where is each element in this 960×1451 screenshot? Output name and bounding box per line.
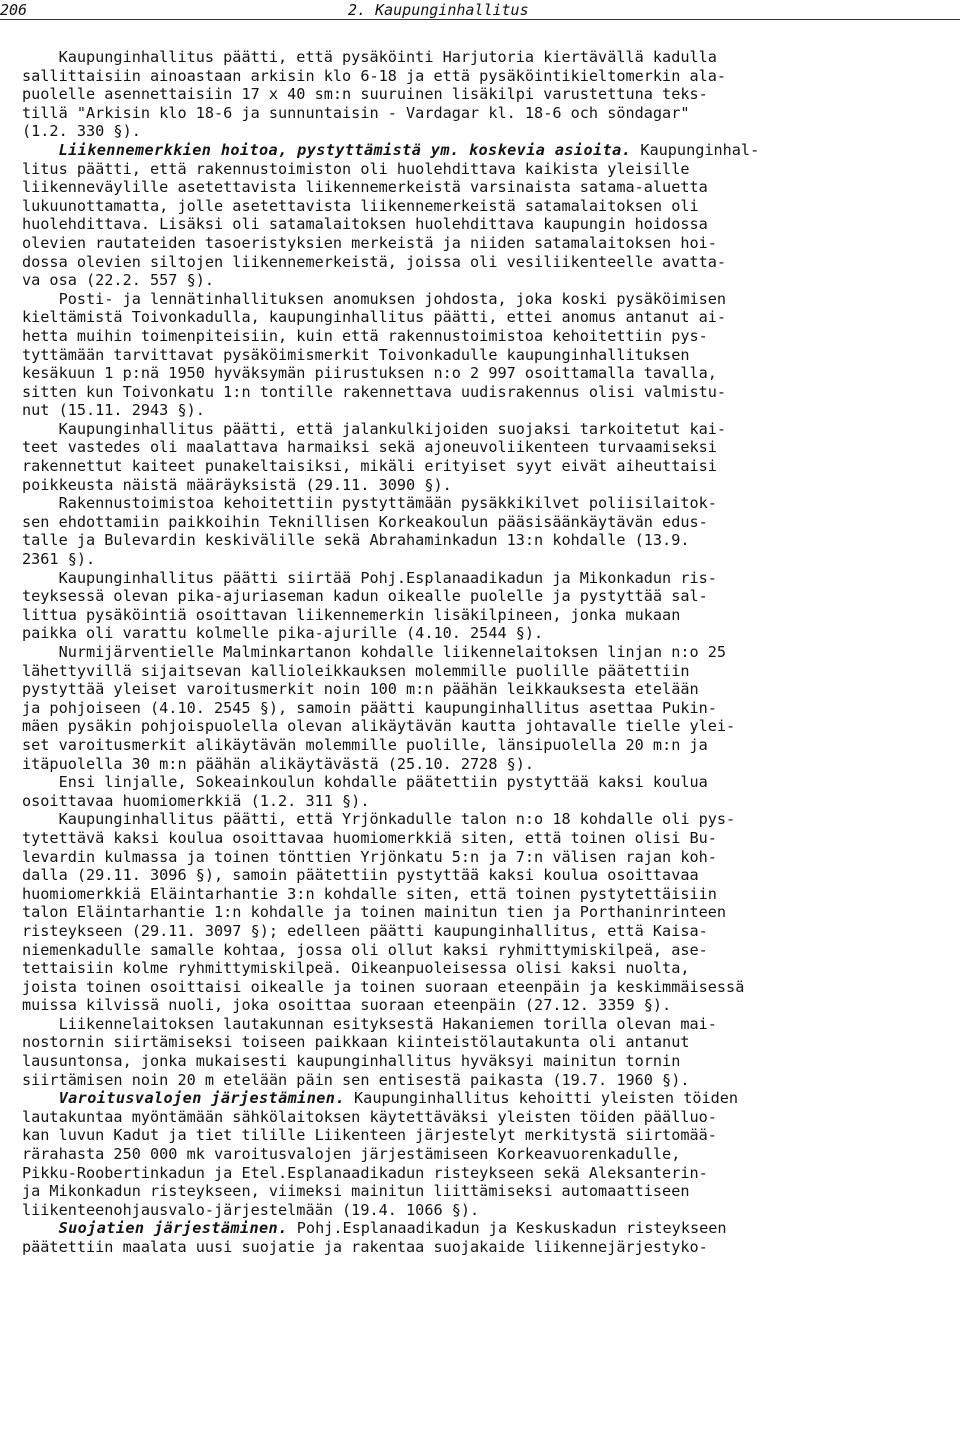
text-line <box>22 755 942 774</box>
text-line <box>22 1238 942 1257</box>
text-segment: Kaupunginhallitus päätti siirtää Pohj.Esplanaadikadun ja Mikonkadun ris- <box>22 568 717 587</box>
text-line <box>22 67 942 86</box>
text-segment: tyttämään tarvittavat pysäköimismerkit Toivonkadulle kaupunginhallituksen <box>22 345 690 364</box>
text-line <box>22 457 942 476</box>
text-segment <box>22 141 59 159</box>
text-line <box>22 85 942 104</box>
text-line <box>22 308 942 327</box>
text-line <box>22 680 942 699</box>
text-segment: poikkeusta näistä määräyksistä (29.11. 3090 §). <box>22 475 452 494</box>
text-segment: tettaisiin kolme ryhmittymiskilpeä. Oikeanpuoleisessa olisi kaksi nuolta, <box>22 959 690 978</box>
running-header <box>0 0 960 22</box>
text-line <box>22 1182 942 1201</box>
text-line <box>22 494 942 513</box>
text-line <box>22 1089 942 1108</box>
text-line <box>22 364 942 383</box>
text-segment: teet vastedes oli maalattava harmaiksi sekä ajoneuvoliikenteen turvaamiseksi <box>22 438 717 457</box>
text-line <box>22 903 942 922</box>
text-line <box>22 866 942 885</box>
text-segment: rärahasta 250 000 mk varoitusvalojen järjestämiseen Korkeavuorenkadulle, <box>22 1145 681 1164</box>
text-line <box>22 234 942 253</box>
text-segment: muissa kilvissä nuoli, joka osoittaa suoraan eteenpäin (27.12. 3359 §). <box>22 996 672 1015</box>
text-segment: talon Eläintarhantie 1:n kohdalle ja toinen mainitun tien ja Porthaninrinteen <box>22 903 727 922</box>
text-segment: Kaupunginhallitus päätti, että pysäköinti Harjutoria kiertävällä kadulla <box>22 48 717 66</box>
text-segment: lukuunottamatta, jolle asetettavista liikennemerkeistä satamalaitoksen oli <box>22 196 699 215</box>
header-rule <box>0 19 960 20</box>
text-segment: (1.2. 330 §). <box>22 122 141 141</box>
text-line <box>22 643 942 662</box>
text-segment: niemenkadulle samalle kohtaa, jossa oli ollut kaksi ryhmittymiskilpeä, ase- <box>22 940 708 959</box>
text-segment: Kaupunginhallitus päätti, että Yrjönkadulle talon n:o 18 kohdalle oli pys- <box>22 810 736 829</box>
text-segment: 2361 §). <box>22 550 96 569</box>
text-line <box>22 1052 942 1071</box>
text-segment: nostornin siirtämiseksi toiseen paikkaan kiinteistölautakunta oli antanut <box>22 1033 690 1052</box>
text-segment: sitten kun Toivonkatu 1:n tontille rakennettava uudisrakennus olisi valmistu- <box>22 382 727 401</box>
text-segment: litus päätti, että rakennustoimiston oli huolehdittava kaikista yleisille <box>22 159 690 178</box>
text-segment: dossa olevien siltojen liikennemerkeistä, joissa oli vesiliikenteelle avatta- <box>22 252 727 271</box>
text-segment: Pohj.Esplanaadikadun ja Keskuskadun risteykseen <box>287 1219 727 1238</box>
text-line <box>22 1108 942 1127</box>
text-line <box>22 1126 942 1145</box>
text-segment: dalla (29.11. 3096 §), samoin päätettiin pystyttää kaksi koulua osoittavaa <box>22 866 699 885</box>
text-line <box>22 290 942 309</box>
text-line <box>22 606 942 625</box>
text-line <box>22 513 942 532</box>
text-segment: lautakuntaa myöntämään sähkölaitoksen käytettäväksi yleisten töiden päälluo- <box>22 1107 717 1126</box>
text-segment: nut (15.11. 2943 §). <box>22 401 205 420</box>
text-segment: lähettyvillä sijaitsevan kallioleikkauksen molemmille puolille päätettiin <box>22 661 690 680</box>
text-segment: ja pohjoiseen (4.10. 2545 §), samoin päätti kaupunginhallitus asettaa Pukin- <box>22 698 717 717</box>
text-line <box>22 1145 942 1164</box>
text-segment: Pikku-Roobertinkadun ja Etel.Esplanaadikadun risteykseen sekä Aleksanterin- <box>22 1163 708 1182</box>
text-line <box>22 922 942 941</box>
text-segment: pystyttää yleiset varoitusmerkit noin 100 m:n päähän leikkauksesta etelään <box>22 680 699 699</box>
text-segment: liikenteenohjausvalo-järjestelmään (19.4. 1066 §). <box>22 1200 480 1219</box>
text-segment: itäpuolella 30 m:n päähän alikäytävästä (25.10. 2728 §). <box>22 754 535 773</box>
text-line <box>22 1015 942 1034</box>
text-segment: puolelle asennettaisiin 17 x 40 sm:n suuruinen lisäkilpi varustettuna teks- <box>22 85 708 104</box>
text-segment: va osa (22.2. 557 §). <box>22 271 215 290</box>
text-line <box>22 662 942 681</box>
text-line <box>22 271 942 290</box>
text-segment: talle ja Bulevardin keskivälille sekä Abrahaminkadun 13:n kohdalle (13.9. <box>22 531 690 550</box>
text-segment: rakennettut kaiteet punakeltaisiksi, mikäli erityiset syyt eivät aiheuttaisi <box>22 457 717 476</box>
text-line <box>22 531 942 550</box>
text-line <box>22 885 942 904</box>
text-line <box>22 178 942 197</box>
section-heading: Varoitusvalojen järjestäminen. <box>58 1089 345 1108</box>
text-line <box>22 253 942 272</box>
section-heading: Liikennemerkkien hoitoa, pystyttämistä ym. koskevia asioita. <box>58 140 632 159</box>
text-line <box>22 438 942 457</box>
text-segment: siirtämisen noin 20 m etelään päin sen entisestä paikasta (19.7. 1960 §). <box>22 1070 690 1089</box>
text-line <box>22 48 942 67</box>
text-segment: hetta muihin toimenpiteisiin, kuin että rakennustoimistoa kehoitettiin pys- <box>22 326 708 345</box>
text-line <box>22 773 942 792</box>
text-line <box>22 941 942 960</box>
text-segment: levardin kulmassa ja toinen tönttien Yrjönkatu 5:n ja 7:n välisen rajan koh- <box>22 847 717 866</box>
text-segment: littua pysäköintiä osoittavan liikennemerkin lisäkilpineen, jonka mukaan <box>22 605 681 624</box>
text-segment: osoittavaa huomiomerkkiä (1.2. 311 §). <box>22 791 370 810</box>
text-line <box>22 624 942 643</box>
text-segment: päätettiin maalata uusi suojatie ja rakentaa suojakaide liikennejärjestyko- <box>22 1238 708 1256</box>
text-segment: sallittaisiin ainoastaan arkisin klo 6-18 ja että pysäköintikieltomerkin ala- <box>22 66 727 85</box>
text-line <box>22 197 942 216</box>
text-line <box>22 810 942 829</box>
text-line <box>22 1033 942 1052</box>
text-segment: mäen pysäkin pohjoispuolella olevan alikäytävän kautta johtavalle tielle ylei- <box>22 717 736 736</box>
text-segment: ja Mikonkadun risteykseen, viimeksi mainitun liittämiseksi automaattiseen <box>22 1182 690 1201</box>
text-line <box>22 717 942 736</box>
text-segment: huomiomerkkiä Eläintarhantie 3:n kohdalle siten, että toinen pystytettäisiin <box>22 884 717 903</box>
text-line <box>22 959 942 978</box>
text-segment: Posti- ja lennätinhallituksen anomuksen johdosta, joka koski pysäköimisen <box>22 289 727 308</box>
text-line <box>22 1164 942 1183</box>
text-line <box>22 792 942 811</box>
text-segment: Rakennustoimistoa kehoitettiin pystyttämään pysäkkikilvet poliisilaitok- <box>22 494 717 513</box>
text-line <box>22 978 942 997</box>
running-title: 2. Kaupunginhallitus <box>348 1 529 19</box>
text-line <box>22 848 942 867</box>
body-text <box>22 48 942 1257</box>
text-line <box>22 160 942 179</box>
text-line <box>22 383 942 402</box>
text-line <box>22 215 942 234</box>
text-segment <box>22 1219 59 1237</box>
text-segment: liikenneväylille asetettavista liikennemerkeistä varsinaista satama-aluetta <box>22 178 708 197</box>
text-segment: tytettävä kaksi koulua osoittavaa huomiomerkkiä siten, että toinen olisi Bu- <box>22 828 717 847</box>
text-line <box>22 346 942 365</box>
text-line <box>22 476 942 495</box>
text-line <box>22 122 942 141</box>
text-segment: tillä "Arkisin klo 18-6 ja sunnuntaisin - Vardagar kl. 18-6 och söndagar" <box>22 103 690 122</box>
text-segment: lausuntonsa, jonka mukaisesti kaupunginhallitus hyväksyi mainitun tornin <box>22 1052 681 1071</box>
page-number: 206 <box>0 1 28 19</box>
text-line <box>22 420 942 439</box>
text-segment: paikka oli varattu kolmelle pika-ajurille (4.10. 2544 §). <box>22 624 544 643</box>
text-segment: kieltämistä Toivonkadulla, kaupunginhallitus päätti, ettei anomus antanut ai- <box>22 308 727 327</box>
text-segment: sen ehdottamiin paikkoihin Teknillisen Korkeakoulun pääsisäänkäytävän edus- <box>22 512 708 531</box>
text-line <box>22 141 942 160</box>
text-line <box>22 401 942 420</box>
text-segment: Liikennelaitoksen lautakunnan esityksestä Hakaniemen torilla olevan mai- <box>22 1014 717 1033</box>
text-segment: Kaupunginhallitus päätti, että jalankulkijoiden suojaksi tarkoitetut kai- <box>22 419 727 438</box>
text-segment: Nurmijärventielle Malminkartanon kohdalle liikennelaitoksen linjan n:o 25 <box>22 643 727 661</box>
text-line <box>22 699 942 718</box>
text-line <box>22 736 942 755</box>
text-line <box>22 104 942 123</box>
text-segment: Ensi linjalle, Sokeainkoulun kohdalle päätettiin pystyttää kaksi koulua <box>22 773 708 792</box>
text-segment: Kaupunginhallitus kehoitti yleisten töiden <box>344 1089 739 1108</box>
text-segment: huolehdittava. Lisäksi oli satamalaitoksen huolehdittava kaupungin hoidossa <box>22 215 708 234</box>
text-line <box>22 1219 942 1238</box>
text-segment: Kaupunginhal- <box>631 140 760 159</box>
text-line <box>22 327 942 346</box>
text-segment: set varoitusmerkit alikäytävän molemmille puolille, länsipuolella 20 m:n ja <box>22 735 708 754</box>
section-heading: Suojatien järjestäminen. <box>58 1219 288 1238</box>
text-segment <box>22 1089 59 1107</box>
text-line <box>22 1201 942 1220</box>
text-line <box>22 996 942 1015</box>
text-line <box>22 829 942 848</box>
text-segment: kan luvun Kadut ja tiet tilille Liikenteen järjestelyt merkitystä siirtomää- <box>22 1126 717 1145</box>
text-line <box>22 587 942 606</box>
text-segment: joista toinen osoittaisi oikealle ja toinen suoraan eteenpäin ja keskimmäisessä <box>22 977 745 996</box>
text-segment: olevien rautateiden tasoeristyksien merkeistä ja niiden satamalaitoksen hoi- <box>22 233 717 252</box>
text-line <box>22 1071 942 1090</box>
text-line <box>22 569 942 588</box>
text-segment: teyksessä olevan pika-ajuriaseman kadun oikealle puolelle ja pystyttää sal- <box>22 587 708 606</box>
text-line <box>22 550 942 569</box>
text-segment: risteykseen (29.11. 3097 §); edelleen päätti kaupunginhallitus, että Kaisa- <box>22 921 708 940</box>
text-segment: kesäkuun 1 p:nä 1950 hyväksymän piirustuksen n:o 2 997 osoittamalla tavalla, <box>22 364 717 383</box>
